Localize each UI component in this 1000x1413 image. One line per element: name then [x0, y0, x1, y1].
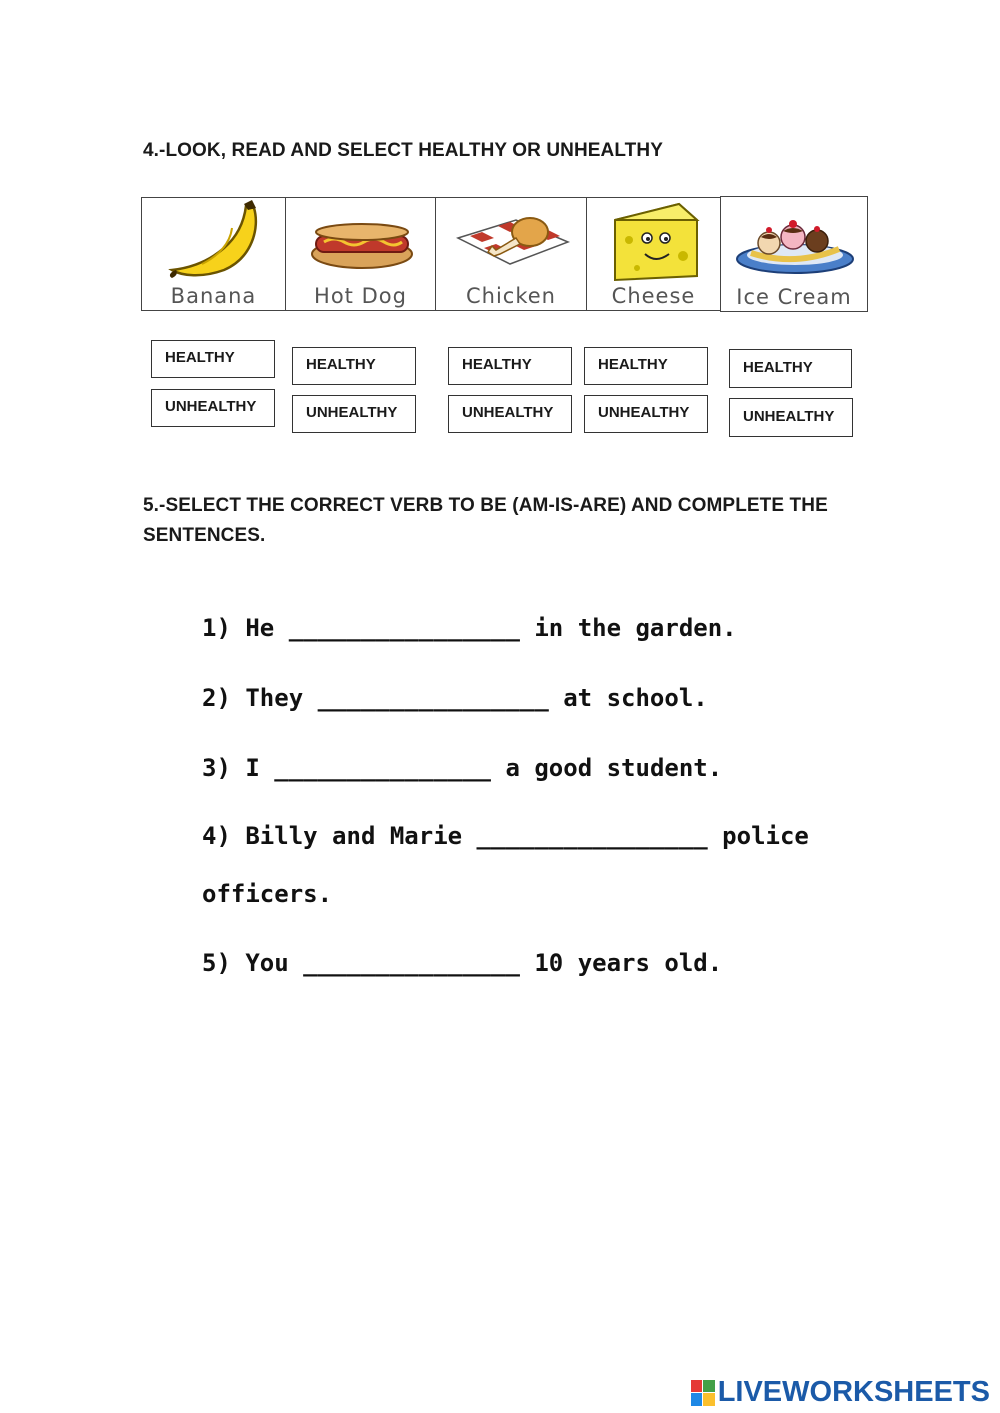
ice-cream-icon [721, 197, 869, 287]
answer-blank[interactable]: _______________ [303, 949, 520, 977]
ice-cream-healthy-option[interactable]: HEALTHY [729, 349, 852, 388]
answer-blank[interactable]: ________________ [476, 822, 708, 850]
banana-unhealthy-option[interactable]: UNHEALTHY [151, 389, 275, 427]
food-label: Cheese [611, 284, 696, 308]
chicken-healthy-option[interactable]: HEALTHY [448, 347, 572, 385]
chicken-icon [436, 198, 588, 288]
chicken-unhealthy-option[interactable]: UNHEALTHY [448, 395, 572, 433]
sentence-text: 10 years old. [519, 949, 723, 977]
hot-dog-healthy-option[interactable]: HEALTHY [292, 347, 416, 385]
food-card-banana [141, 197, 286, 311]
sentence-text: 3) I [202, 754, 275, 782]
sentence-4 [202, 822, 809, 850]
sentence-text: 1) He [202, 614, 289, 642]
sentence-5 [202, 949, 722, 977]
cheese-icon [587, 198, 722, 288]
banana-healthy-option[interactable]: HEALTHY [151, 340, 275, 378]
food-label: Banana [170, 284, 257, 308]
cheese-unhealthy-option[interactable]: UNHEALTHY [584, 395, 708, 433]
answer-blank[interactable]: ________________ [288, 614, 520, 642]
brand-name: LIVEWORKSHEETS [717, 1376, 990, 1408]
sentence-4-continued [202, 880, 332, 908]
sentence-2 [202, 684, 708, 712]
sentence-1 [202, 614, 737, 642]
sentence-3 [202, 754, 722, 782]
sentence-text: 2) They [202, 684, 318, 712]
exercise-4-title: 4.-LOOK, READ AND SELECT HEALTHY OR UNHEALTHY [143, 140, 663, 161]
liveworksheets-brand [691, 1376, 990, 1409]
food-card-cheese [586, 197, 721, 311]
sentence-text: in the garden. [519, 614, 737, 642]
exercise-5-title: 5.-SELECT THE CORRECT VERB TO BE (AM-IS-ARE) AND COMPLETE THE SENTENCES. [143, 495, 828, 546]
sentence-text: 5) You [202, 949, 304, 977]
cheese-healthy-option[interactable]: HEALTHY [584, 347, 708, 385]
ice-cream-unhealthy-option[interactable]: UNHEALTHY [729, 398, 853, 437]
sentence-text: 4) Billy and Marie [202, 822, 477, 850]
food-label: Ice Cream [736, 285, 852, 309]
food-card-chicken [435, 197, 587, 311]
food-label: Chicken [466, 284, 556, 308]
food-card-ice-cream [720, 196, 868, 312]
banana-icon [142, 198, 287, 288]
answer-blank[interactable]: _______________ [274, 754, 491, 782]
sentence-text: officers. [202, 880, 333, 908]
sentence-text: a good student. [491, 754, 723, 782]
hot-dog-unhealthy-option[interactable]: UNHEALTHY [292, 395, 416, 433]
liveworksheets-logo-icon [691, 1380, 715, 1406]
sentence-text: police [707, 822, 809, 850]
hot-dog-icon [286, 198, 437, 288]
sentence-text: at school. [548, 684, 708, 712]
answer-blank[interactable]: ________________ [317, 684, 549, 712]
food-card-hot-dog [285, 197, 436, 311]
food-label: Hot Dog [314, 284, 407, 308]
